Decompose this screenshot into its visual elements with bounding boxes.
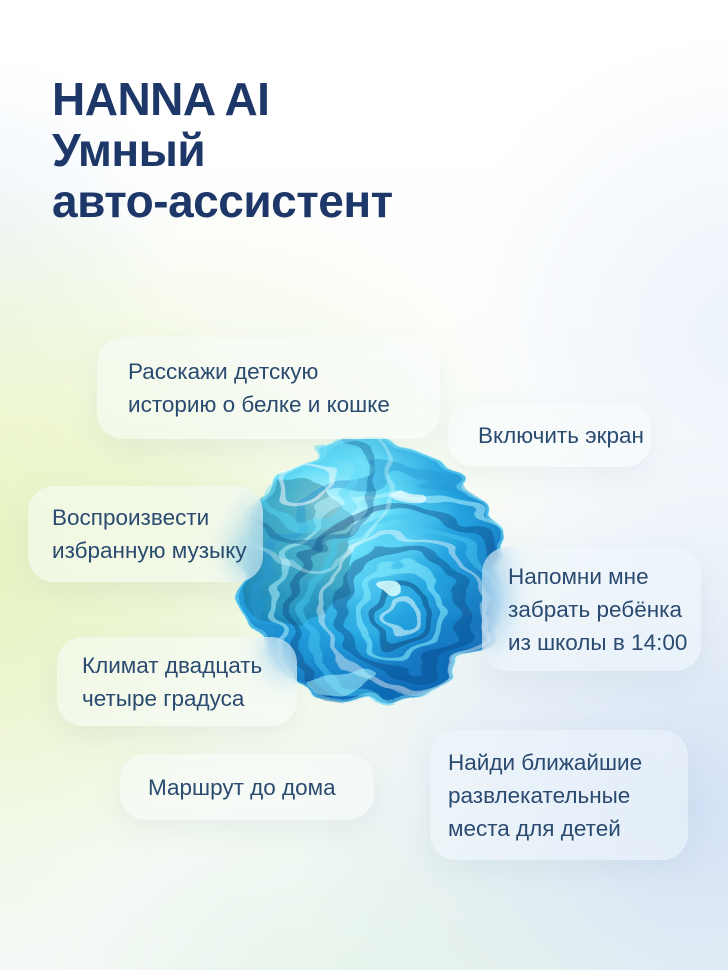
- voice-command-text: Включить экран: [478, 422, 644, 448]
- voice-command-text: Климат двадцать: [82, 652, 263, 678]
- voice-command-text: забрать ребёнка: [508, 596, 682, 622]
- voice-command-text: четыре градуса: [82, 685, 245, 711]
- voice-command-text: Воспроизвести: [52, 505, 210, 530]
- voice-command-text: Расскажи детскую: [128, 359, 319, 384]
- voice-command-text: историю о белке и кошке: [128, 392, 390, 417]
- voice-command-bubble-tell-kids-story: [97, 337, 440, 439]
- voice-command-text: Напомни мне: [508, 563, 649, 589]
- voice-command-text: избранную музыку: [52, 538, 247, 563]
- voice-command-bubble-turn-on-screen: [448, 403, 651, 467]
- voice-command-bubble-school-reminder: [482, 547, 701, 671]
- voice-command-text: Маршрут до дома: [148, 774, 336, 800]
- voice-command-text: места для детей: [448, 815, 621, 841]
- voice-command-bubble-find-kids-places: [430, 730, 688, 860]
- voice-command-text: из школы в 14:00: [508, 629, 688, 655]
- subtitle-line-1: Умный: [52, 124, 206, 176]
- voice-command-bubble-set-climate: [57, 637, 297, 726]
- voice-command-bubble-play-music: [28, 486, 263, 582]
- subtitle-line-2: авто-ассистент: [52, 175, 393, 227]
- voice-command-text: Найди ближайшие: [448, 749, 643, 775]
- voice-command-text: развлекательные: [448, 782, 631, 808]
- page-title: [52, 74, 393, 227]
- voice-command-bubble-route-home: [120, 754, 374, 820]
- brand-name: HANNA AI: [52, 73, 270, 125]
